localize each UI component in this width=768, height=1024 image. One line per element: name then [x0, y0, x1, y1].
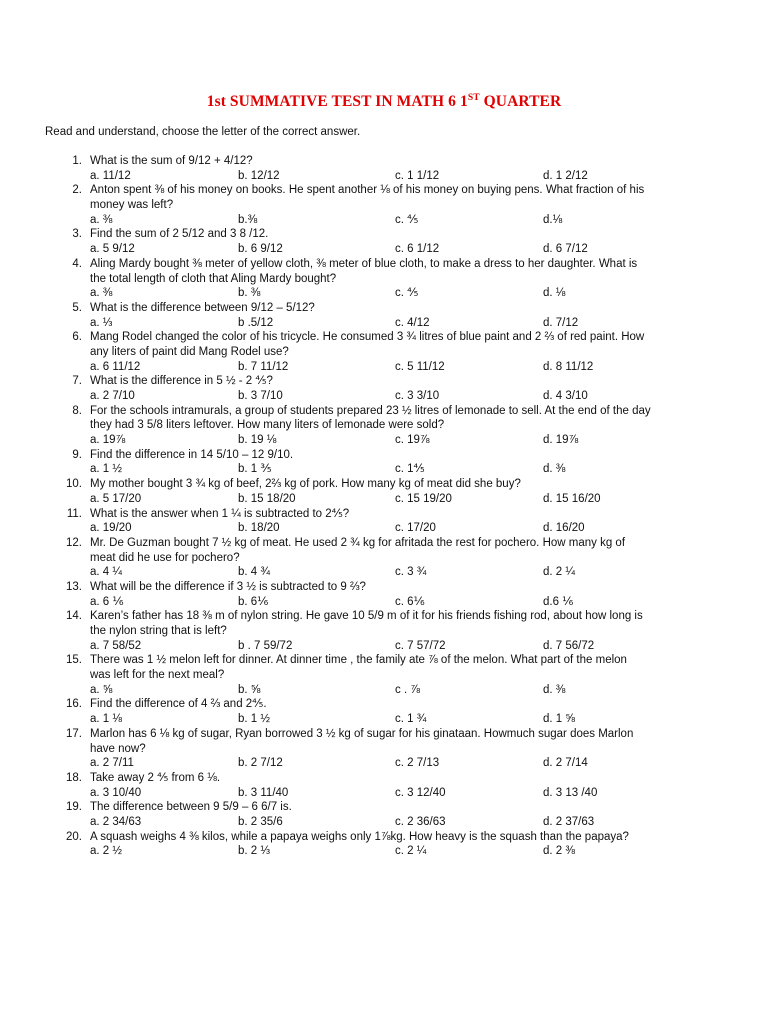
choices-row	[0, 492, 768, 507]
answer-choice: c. 1⅘	[395, 463, 425, 476]
question-line	[0, 727, 768, 742]
question-text: A squash weighs 4 ⅜ kilos, while a papaya weighs only 1⅞kg. How heavy is the squash than the papaya?	[90, 830, 629, 843]
question-text: money was left?	[90, 199, 174, 212]
question-number: 10.	[66, 478, 82, 491]
answer-choice: d. 15 16/20	[543, 492, 601, 505]
answer-choice: a. 6 ⅙	[90, 595, 124, 608]
answer-choice: a. ⅝	[90, 683, 113, 696]
question-number: 18.	[66, 771, 82, 784]
question-number: 2.	[72, 184, 82, 197]
answer-choice: c. 17/20	[395, 522, 436, 535]
question-line	[0, 154, 768, 169]
question-line	[0, 507, 768, 522]
question-number: 1.	[72, 155, 82, 167]
answer-choice: c . ⅞	[395, 683, 420, 696]
answer-choice: a. 2 34/63	[90, 815, 142, 828]
answer-choice: d. ⅛	[543, 287, 566, 300]
question-line	[0, 609, 768, 624]
question-text: the total length of cloth that Aling Mardy bought?	[90, 272, 337, 285]
answer-choice: a. ⅜	[90, 287, 113, 300]
question-number: 14.	[66, 610, 82, 623]
question-number: 3.	[72, 228, 82, 241]
answer-choice: d. 8 11/12	[543, 360, 594, 373]
answer-choice: b. ⅜	[238, 287, 261, 300]
answer-choice: a. ⅜	[90, 213, 113, 226]
answer-choice: b. 2 7/12	[238, 757, 283, 770]
choices-row	[0, 565, 768, 580]
choices-row	[0, 360, 768, 375]
answer-choice: c. 1 1/12	[395, 169, 440, 182]
question-line-continued	[0, 418, 768, 433]
question-text: My mother bought 3 ¾ kg of beef, 2⅔ kg of pork. How many kg of meat did she buy?	[90, 478, 521, 491]
answer-choice: d. 16/20	[543, 522, 585, 535]
question-number: 16.	[66, 698, 82, 711]
answer-choice: d. 1 ⅝	[543, 713, 575, 726]
question-line	[0, 580, 768, 595]
question-number: 4.	[72, 257, 82, 270]
question-line-continued	[0, 345, 768, 360]
question-text: Marlon has 6 ⅛ kg of sugar, Ryan borrowed 3 ½ kg of sugar for his ginataan. Howmuch sugar does Marlon	[90, 727, 634, 740]
question-number: 13.	[66, 580, 82, 593]
question-text: Aling Mardy bought ⅜ meter of yellow cloth, ⅜ meter of blue cloth, to make a dress to her daughter. What is	[90, 257, 638, 270]
choices-row	[0, 462, 768, 477]
answer-choice: d. 2 ⅜	[543, 845, 575, 858]
question-text: Find the difference in 14 5/10 – 12 9/10.	[90, 448, 294, 461]
answer-choice: b. 19 ⅛	[238, 434, 277, 447]
question-line	[0, 697, 768, 712]
choices-row	[0, 844, 768, 859]
answer-choice: d. 4 3/10	[543, 390, 588, 402]
answer-choice: d. 2 7/14	[543, 757, 588, 770]
answer-choice: a. 3 10/40	[90, 786, 142, 799]
answer-choice: b. 6⅙	[238, 595, 269, 608]
answer-choice: c. 3 3/10	[395, 390, 440, 402]
question-line	[0, 301, 768, 316]
answer-choice: b. 12/12	[238, 169, 280, 182]
answer-choice: c. 3 ¾	[395, 566, 427, 579]
question-line	[0, 800, 768, 815]
answer-choice: d. 6 7/12	[543, 243, 588, 256]
question-list	[0, 154, 768, 859]
answer-choice: c. 6⅙	[395, 595, 425, 608]
question-number: 5.	[72, 301, 82, 314]
answer-choice: b. 1 ½	[238, 713, 270, 726]
answer-choice: d. ⅜	[543, 683, 566, 696]
question-text: Find the sum of 2 5/12 and 3 8 /12.	[90, 228, 269, 241]
answer-choice: b. 2 ⅓	[238, 845, 270, 858]
answer-choice: c. 5 11/12	[395, 360, 445, 373]
answer-choice: a. 2 7/11	[90, 757, 134, 770]
question-line	[0, 771, 768, 786]
answer-choice: a. 11/12	[90, 169, 131, 182]
answer-choice: c. 2 36/63	[395, 815, 446, 828]
answer-choice: d.⅛	[543, 213, 563, 226]
question-line	[0, 227, 768, 242]
answer-choice: d. 2 ¼	[543, 566, 575, 579]
choices-row	[0, 786, 768, 801]
answer-choice: b. 3 11/40	[238, 786, 289, 799]
answer-choice: c. ⅘	[395, 287, 419, 300]
question-number: 9.	[72, 448, 82, 461]
question-text: meat did he use for pochero?	[90, 551, 240, 564]
answer-choice: a. 19⅞	[90, 434, 126, 447]
title-suffix: QUARTER	[479, 93, 562, 110]
answer-choice: b. 6 9/12	[238, 243, 283, 256]
question-line	[0, 404, 768, 419]
answer-choice: c. 4/12	[395, 316, 430, 329]
question-text: they had 3 5/8 liters leftover. How many liters of lemonade were sold?	[90, 419, 445, 432]
answer-choice: d. 19⅞	[543, 434, 579, 447]
answer-choice: b. 18/20	[238, 522, 280, 535]
answer-choice: b. 4 ¾	[238, 566, 270, 579]
question-line-continued	[0, 551, 768, 566]
question-text: have now?	[90, 742, 146, 755]
question-line-continued	[0, 624, 768, 639]
question-text: What is the difference in 5 ½ - 2 ⅘?	[90, 375, 273, 388]
answer-choice: d. 7/12	[543, 316, 579, 329]
answer-choice: a. 2 ½	[90, 845, 122, 858]
question-line	[0, 477, 768, 492]
title-text: 1st SUMMATIVE TEST IN MATH 6 1	[206, 93, 468, 110]
answer-choice: d.6 ⅙	[543, 595, 574, 608]
question-number: 6.	[72, 331, 82, 344]
question-text: Mang Rodel changed the color of his tricycle. He consumed 3 ¾ litres of blue paint and 2 ⅔ of red paint. How	[90, 331, 645, 344]
answer-choice: c. 1 ¾	[395, 713, 427, 726]
question-text: any liters of paint did Mang Rodel use?	[90, 345, 289, 358]
choices-row	[0, 316, 768, 331]
question-number: 11.	[66, 507, 82, 520]
question-text: For the schools intramurals, a group of students prepared 23 ½ litres of lemonade to sell. At the end of the day	[90, 404, 651, 417]
answer-choice: b. 2 35/6	[238, 815, 283, 828]
answer-choice: a. 6 11/12	[90, 360, 141, 373]
question-text: Find the difference of 4 ⅔ and 2⅘.	[90, 698, 267, 711]
question-number: 19.	[66, 801, 82, 814]
answer-choice: b. ⅝	[238, 683, 261, 696]
question-text: Mr. De Guzman bought 7 ½ kg of meat. He used 2 ¾ kg for afritada the rest for pochero. How many kg of	[90, 536, 626, 549]
question-line	[0, 183, 768, 198]
answer-choice: a. 4 ¼	[90, 566, 122, 579]
answer-choice: c. 2 ¼	[395, 845, 427, 858]
answer-choice: b. 3 7/10	[238, 390, 283, 402]
question-number: 12.	[66, 536, 82, 549]
answer-choice: c. 19⅞	[395, 434, 430, 447]
answer-choice: c. ⅘	[395, 213, 419, 226]
question-text: was left for the next meal?	[90, 669, 225, 682]
answer-choice: b .5/12	[238, 316, 274, 329]
answer-choice: c. 6 1/12	[395, 243, 440, 256]
answer-choice: a. 7 58/52	[90, 639, 142, 652]
answer-choice: d. 2 37/63	[543, 815, 595, 828]
question-text: the nylon string that is left?	[90, 625, 227, 637]
question-text: Take away 2 ⅘ from 6 ⅛.	[90, 771, 221, 784]
answer-choice: d. 3 13 /40	[543, 786, 598, 799]
question-text: What is the difference between 9/12 – 5/12?	[90, 301, 315, 314]
question-text: What is the answer when 1 ¼ is subtracted to 2⅘?	[90, 507, 350, 520]
question-line	[0, 374, 768, 389]
answer-choice: a. ⅓	[90, 316, 113, 329]
answer-choice: c. 7 57/72	[395, 639, 446, 652]
question-line	[0, 448, 768, 463]
instructions: Read and understand, choose the letter of the correct answer.	[45, 126, 361, 138]
choices-row	[0, 712, 768, 727]
choices-row	[0, 242, 768, 257]
question-text: Karen’s father has 18 ⅜ m of nylon string. He gave 10 5/9 m of it for his friends fishing rod, about how long is	[90, 610, 643, 623]
page-title	[0, 93, 768, 111]
question-text: There was 1 ½ melon left for dinner. At dinner time , the family ate ⅞ of the melon. What part of the melon	[90, 654, 627, 667]
question-number: 15.	[66, 654, 82, 667]
question-text: The difference between 9 5/9 – 6 6/7 is.	[90, 801, 292, 814]
question-number: 8.	[72, 404, 82, 417]
question-number: 7.	[72, 375, 82, 388]
answer-choice: a. 5 9/12	[90, 243, 135, 256]
question-line	[0, 653, 768, 668]
choices-row	[0, 595, 768, 610]
answer-choice: b. 7 11/12	[238, 360, 289, 373]
answer-choice: d. 7 56/72	[543, 639, 595, 652]
question-number: 17.	[66, 727, 82, 740]
title-superscript: ST	[467, 93, 480, 103]
answer-choice: a. 1 ½	[90, 463, 122, 476]
answer-choice: d. ⅜	[543, 463, 566, 476]
answer-choice: a. 1 ⅛	[90, 713, 122, 726]
answer-choice: a. 5 17/20	[90, 492, 142, 505]
answer-choice: b. 1 ⅗	[238, 463, 272, 476]
question-line	[0, 536, 768, 551]
answer-choice: b . 7 59/72	[238, 639, 293, 652]
answer-choice: a. 19/20	[90, 522, 132, 535]
answer-choice: c. 2 7/13	[395, 757, 440, 770]
question-line	[0, 830, 768, 845]
answer-choice: a. 2 7/10	[90, 390, 135, 402]
choices-row	[0, 639, 768, 654]
answer-choice: c. 15 19/20	[395, 492, 452, 505]
question-text: Anton spent ⅜ of his money on books. He spent another ⅛ of his money on buying pens. What fraction of his	[90, 184, 645, 197]
choices-row	[0, 756, 768, 771]
question-text: What will be the difference if 3 ½ is subtracted to 9 ⅔?	[90, 580, 366, 593]
choices-row	[0, 433, 768, 448]
question-text: What is the sum of 9/12 + 4/12?	[90, 155, 253, 167]
answer-choice: d. 1 2/12	[543, 169, 588, 182]
answer-choice: c. 3 12/40	[395, 786, 446, 799]
question-line-continued	[0, 198, 768, 213]
choices-row	[0, 213, 768, 228]
choices-row	[0, 389, 768, 404]
answer-choice: b. 15 18/20	[238, 492, 296, 505]
choices-row	[0, 815, 768, 830]
question-number: 20.	[66, 830, 82, 843]
question-line-continued	[0, 668, 768, 683]
choices-row	[0, 683, 768, 698]
answer-choice: b.⅜	[238, 213, 258, 226]
choices-row	[0, 521, 768, 536]
question-line	[0, 257, 768, 272]
question-line-continued	[0, 272, 768, 287]
question-line	[0, 330, 768, 345]
question-line-continued	[0, 742, 768, 757]
choices-row	[0, 169, 768, 184]
choices-row	[0, 286, 768, 301]
